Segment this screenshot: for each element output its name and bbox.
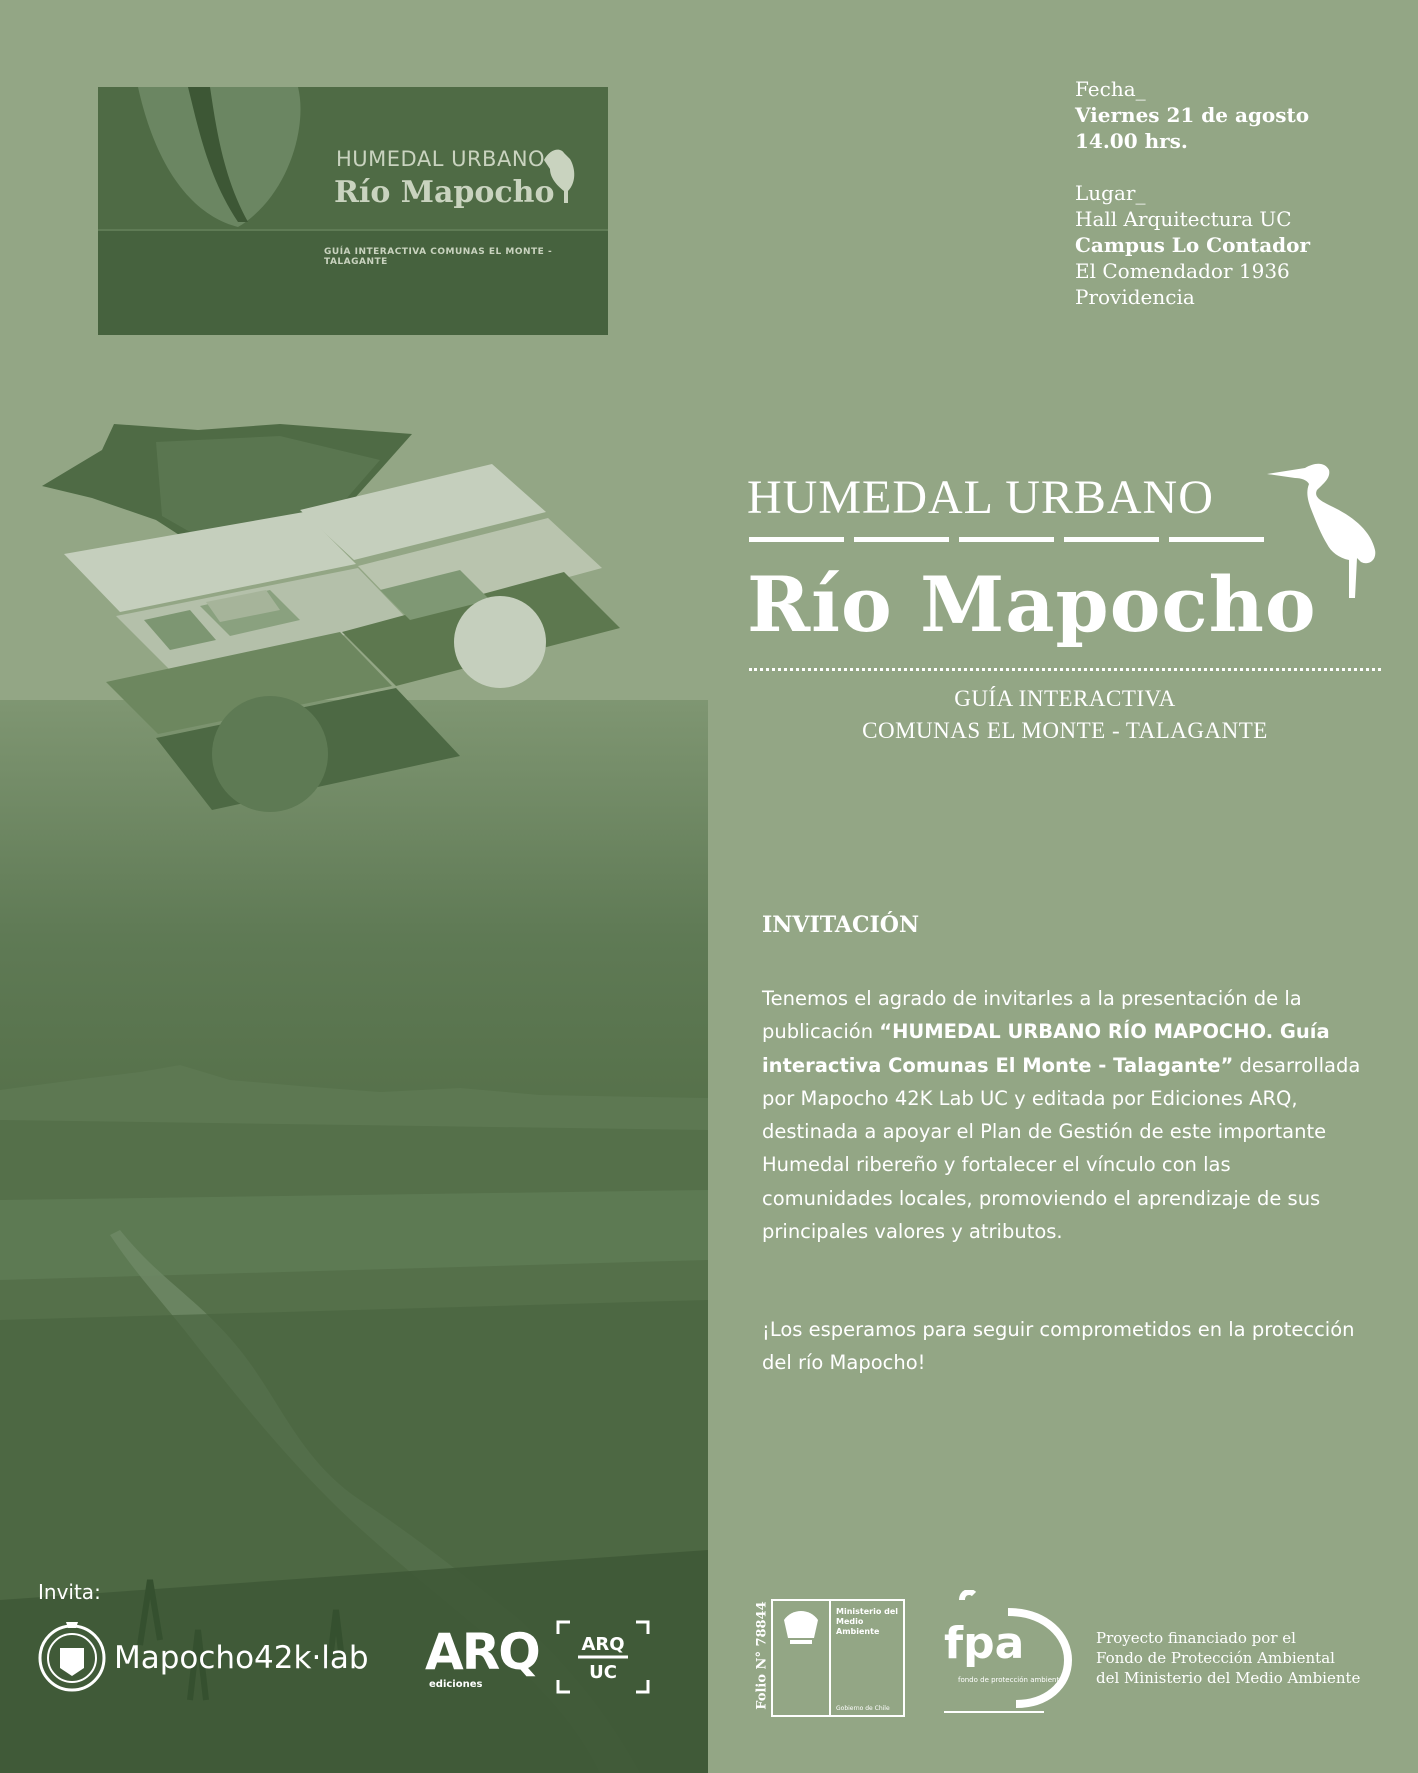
venue-line2: Campus Lo Contador: [1075, 233, 1311, 257]
event-date: Viernes 21 de agosto: [1075, 103, 1310, 127]
svg-text:Medio: Medio: [836, 1617, 864, 1626]
invita-label: Invita:: [38, 1580, 101, 1604]
university-seal-icon: [38, 1618, 106, 1694]
box-title-line1: HUMEDAL URBANO: [336, 147, 546, 171]
invitation-text-b: desarrollada por Mapocho 42K Lab UC y editada por Ediciones ARQ, destinada a apoyar el Plan de Gestión de este importante Humedal ribereño y fortalecer el vínculo con las comunidades locales, promoviendo el aprendizaje de sus principales valores y atributos.: [762, 1053, 1361, 1244]
venue-line4: Providencia: [1075, 285, 1195, 309]
guide-box-mockup: [98, 87, 608, 335]
date-label: Fecha_: [1075, 77, 1146, 101]
arq-logo-text: ARQ: [425, 1623, 539, 1681]
box-subtitle: GUÍA INTERACTIVA COMUNAS EL MONTE - TALAGANTE: [324, 247, 553, 267]
venue-line3: El Comendador 1936: [1075, 259, 1290, 283]
svg-text:fondo de protección ambiental: fondo de protección ambiental: [958, 1676, 1066, 1684]
mapocho42k-lab-logo: Mapocho42k·lab: [114, 1640, 369, 1676]
svg-text:fpa: fpa: [944, 1618, 1025, 1669]
fpa-text-line3: del Ministerio del Medio Ambiente: [1096, 1669, 1361, 1687]
fpa-text-line2: Fondo de Protección Ambiental: [1096, 1649, 1335, 1667]
heron-icon: [1265, 458, 1385, 598]
svg-text:ARQ: ARQ: [581, 1634, 625, 1655]
title-line1: HUMEDAL URBANO: [747, 471, 1214, 524]
title-dashes: [749, 537, 1269, 543]
svg-text:Ministerio del: Ministerio del: [836, 1607, 899, 1616]
unfolded-guide-panels: [40, 420, 710, 940]
folio-number: Folio N° 78844: [754, 1601, 770, 1710]
dotted-divider: [749, 668, 1381, 671]
invitation-publication-title: “HUMEDAL URBANO RÍO MAPOCHO. Guía interactiva Comunas El Monte - Talagante”: [762, 1020, 1330, 1077]
venue-label: Lugar_: [1075, 181, 1146, 205]
venue-line1: Hall Arquitectura UC: [1075, 207, 1292, 231]
invitation-heading: INVITACIÓN: [762, 912, 920, 938]
svg-text:Ambiente: Ambiente: [836, 1627, 880, 1636]
fpa-logo: [934, 1590, 1074, 1720]
subtitle-line2: COMUNAS EL MONTE - TALAGANTE: [862, 718, 1268, 743]
box-title-line2: Río Mapocho: [334, 175, 555, 210]
arq-uc-logo: [556, 1620, 650, 1694]
invitation-closing: ¡Los esperamos para seguir comprometidos en la protección del río Mapocho!: [762, 1318, 1355, 1375]
title-line2: Río Mapocho: [747, 560, 1317, 649]
invitation-text-a: Tenemos el agrado de invitarles a la presentación de la publicación: [762, 987, 1302, 1044]
invitation-body: [762, 982, 1362, 1248]
svg-text:UC: UC: [589, 1662, 617, 1683]
ministerio-medio-ambiente-logo: [770, 1598, 906, 1718]
svg-text:Gobierno de Chile: Gobierno de Chile: [836, 1705, 890, 1712]
fpa-funding-text: [1096, 1628, 1360, 1688]
subtitle-line1: GUÍA INTERACTIVA: [954, 686, 1176, 711]
arq-logo-subtext: ediciones: [429, 1679, 483, 1690]
fpa-text-line1: Proyecto financiado por el: [1096, 1629, 1296, 1647]
event-time: 14.00 hrs.: [1075, 129, 1188, 153]
event-info: [1075, 76, 1310, 310]
arq-ediciones-logo: [425, 1623, 539, 1695]
